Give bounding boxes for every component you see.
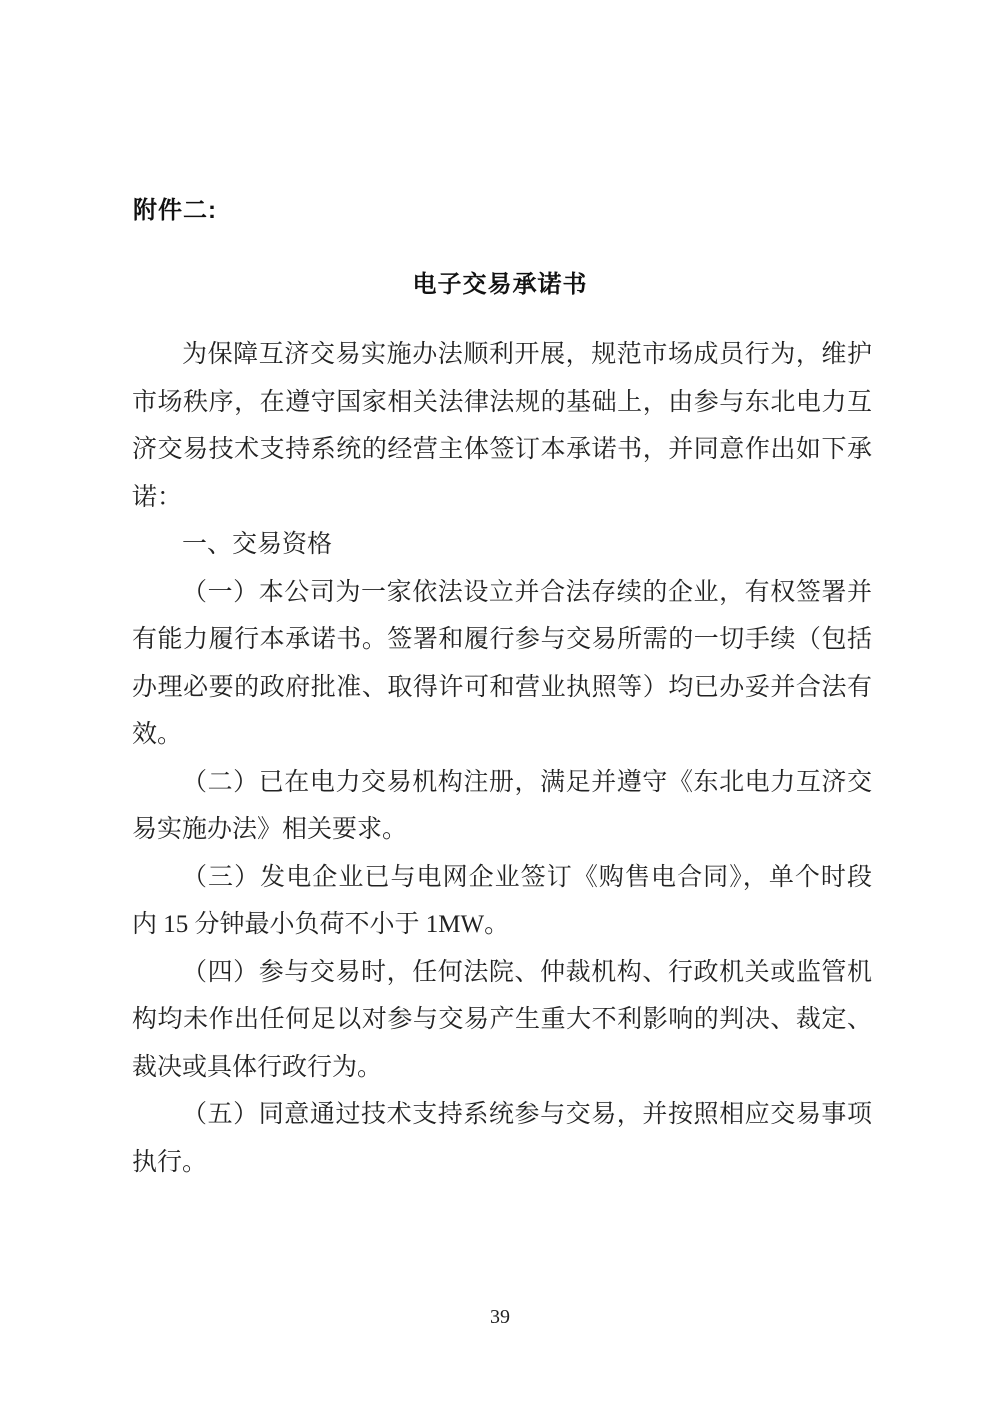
body-line: 构均未作出任何足以对参与交易产生重大不利影响的判决、裁定、 (132, 1006, 872, 1033)
attachment-label: 附件二: (133, 197, 217, 224)
body-line: 一、交易资格 (182, 531, 333, 558)
body-line: （四）参与交易时，任何法院、仲裁机构、行政机关或监管机 (182, 958, 872, 986)
body-line: 裁决或具体行政行为。 (132, 1053, 383, 1081)
body-line: （三）发电企业已与电网企业签订《购售电合同》，单个时段 (182, 863, 872, 891)
body-line: 有能力履行本承诺书。签署和履行参与交易所需的一切手续（包括 (132, 626, 872, 653)
page-number: 39 (490, 1306, 510, 1328)
body-line: 为保障互济交易实施办法顺利开展，规范市场成员行为，维护 (182, 341, 872, 368)
document-body (132, 331, 872, 1186)
body-line: 市场秩序，在遵守国家相关法律法规的基础上，由参与东北电力互 (132, 388, 872, 416)
document-title: 电子交易承诺书 (412, 271, 588, 298)
body-line: 诺： (132, 483, 183, 511)
body-line: （二）已在电力交易机构注册，满足并遵守《东北电力互济交 (182, 768, 872, 796)
body-line: （一）本公司为一家依法设立并合法存续的企业，有权签署并 (182, 578, 872, 606)
body-line: 内 15 分钟最小负荷不小于 1MW。 (132, 911, 510, 938)
body-line: 办理必要的政府批准、取得许可和营业执照等）均已办妥并合法有 (132, 673, 872, 701)
body-line: 执行。 (132, 1148, 208, 1176)
body-line: 易实施办法》相关要求。 (132, 816, 408, 843)
body-line: 济交易技术支持系统的经营主体签订本承诺书，并同意作出如下承 (132, 436, 872, 463)
body-line: （五）同意通过技术支持系统参与交易，并按照相应交易事项 (182, 1101, 872, 1128)
body-line: 效。 (132, 721, 183, 748)
